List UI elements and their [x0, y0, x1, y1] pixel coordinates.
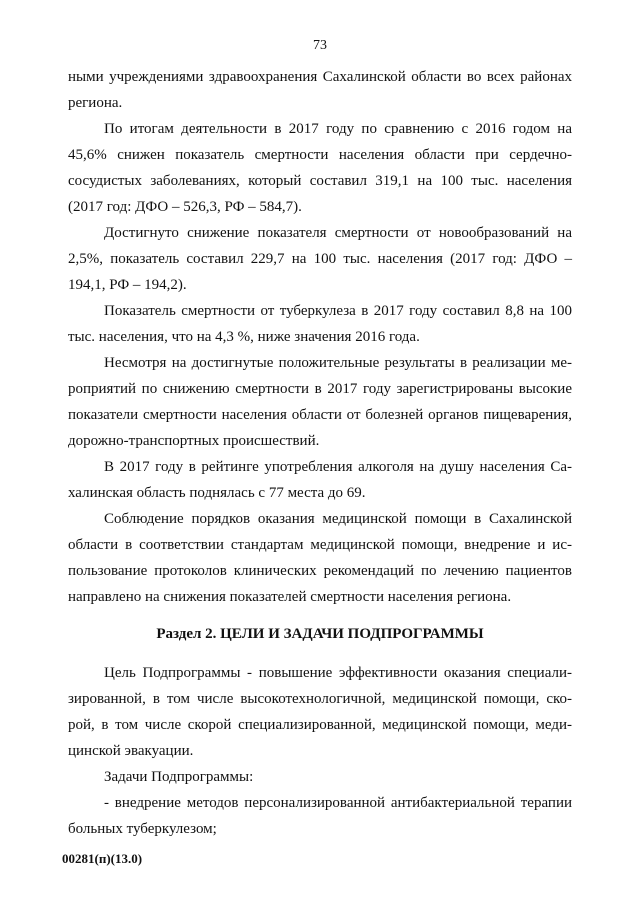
text-line: рой, в том числе скорой специализированной, медицинской помощи, меди- — [68, 717, 572, 733]
page-number: 73 — [313, 38, 327, 53]
text-line: направлено на снижения показателей смертности населения региона. — [68, 589, 512, 605]
text-line: роприятий по снижению смертности в 2017 году зарегистрированы высокие — [68, 381, 572, 397]
text-line: 2,5%, показатель составил 229,7 на 100 тыс. населения (2017 год: ДФО – — [68, 251, 572, 267]
text-line: - внедрение методов персонализированной антибактериальной терапии — [104, 795, 572, 811]
text-line: тыс. населения, что на 4,3 %, ниже значения 2016 года. — [68, 329, 420, 345]
text-line: 45,6% снижен показатель смертности населения области при сердечно- — [68, 147, 572, 163]
text-line: показатели смертности населения области от болезней органов пищеварения, — [68, 407, 572, 423]
document-code: 00281(п)(13.0) — [62, 851, 143, 866]
text-line: сосудистых заболеваниях, который составил 319,1 на 100 тыс. населения — [68, 173, 572, 189]
text-line: больных туберкулезом; — [68, 821, 217, 837]
text-line: Достигнуто снижение показателя смертности от новообразований на — [104, 225, 572, 241]
text-line: Задачи Подпрограммы: — [104, 769, 254, 785]
text-line: Показатель смертности от туберкулеза в 2017 году составил 8,8 на 100 — [104, 303, 572, 319]
section-heading: Раздел 2. ЦЕЛИ И ЗАДАЧИ ПОДПРОГРАММЫ — [156, 626, 484, 642]
text-line: По итогам деятельности в 2017 году по сравнению с 2016 годом на — [104, 121, 572, 137]
text-line: халинская область поднялась с 77 места до 69. — [68, 485, 366, 501]
text-line: дорожно-транспортных происшествий. — [68, 433, 320, 449]
text-line: зированной, в том числе высокотехнологичной, медицинской помощи, ско- — [68, 691, 572, 707]
text-line: пользование протоколов клинических рекомендаций по лечению пациентов — [68, 563, 572, 579]
text-line: В 2017 году в рейтинге употребления алкоголя на душу населения Са- — [104, 459, 572, 475]
text-line: Соблюдение порядков оказания медицинской помощи в Сахалинской — [104, 511, 572, 527]
text-line: Цель Подпрограммы - повышение эффективности оказания специали- — [104, 665, 572, 681]
text-line: области в соответствии стандартам медицинской помощи, внедрение и ис- — [68, 537, 572, 553]
text-line: Несмотря на достигнутые положительные результаты в реализации ме- — [104, 355, 572, 371]
text-line: (2017 год: ДФО – 526,3, РФ – 584,7). — [68, 199, 302, 215]
text-line: ными учреждениями здравоохранения Сахалинской области во всех районах — [68, 69, 572, 85]
text-line: региона. — [68, 95, 123, 111]
text-line: цинской эвакуации. — [68, 743, 194, 759]
text-line: 194,1, РФ – 194,2). — [68, 277, 187, 293]
